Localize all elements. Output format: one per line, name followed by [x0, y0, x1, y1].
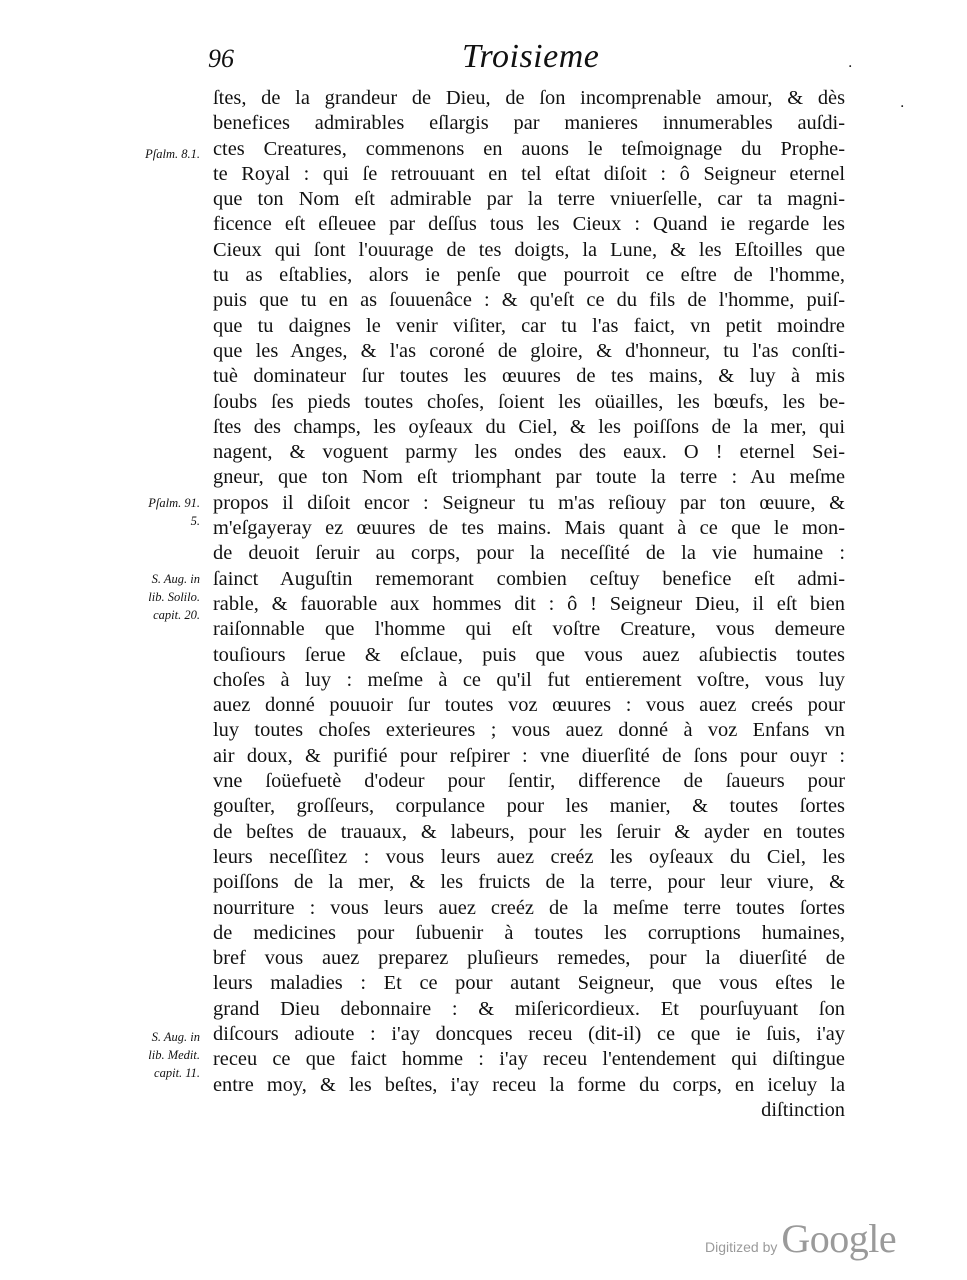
margin-note-line: S. Aug. in: [151, 572, 200, 586]
text-line: nourriture : vous leurs auez creéz de la meſme terre toutes ſortes: [213, 896, 845, 919]
text-line: ficence eſt eſleuee par deſſus tous les Cieux : Quand ie regarde les: [213, 213, 845, 236]
margin-note-line: lib. Solilo.: [148, 590, 200, 604]
text-line: leurs maladies : Et ce pour autant Seigneur, que vous eſtes le: [213, 972, 845, 995]
margin-note: [100, 145, 200, 163]
text-line: leurs neceſſitez : vous leurs auez creéz les oyſeaux du Ciel, les: [213, 845, 845, 868]
text-line: choſes à luy : meſme à ce qu'il fut entierement voſtre, vous luy: [213, 668, 845, 691]
margin-note: [100, 1028, 200, 1082]
text-line: air doux, & purifié pour reſpirer : vne diuerſité de ſons pour ouyr :: [213, 744, 845, 767]
text-line: entre moy, & les beſtes, i'ay receu la forme du corps, en iceluy la: [213, 1073, 845, 1096]
page-number: 96: [208, 44, 234, 73]
text-line: benefices admirables eſlargis par manieres innumerables auſdi-: [213, 112, 845, 135]
text-line: luy toutes choſes exterieures ; vous auez donné à voz Enfans vn: [213, 719, 845, 742]
text-line: bref vous auez preparez pluſieurs remedes, pour la diuerſité de: [213, 947, 845, 970]
margin-note-line: Pſalm. 8.1.: [145, 147, 200, 161]
text-line: ſtes, de la grandeur de Dieu, de ſon incomprenable amour, & dès: [213, 87, 845, 109]
text-line: te Royal : qui ſe retrouuant en tel eſtat diſoit : ô Seigneur eternel: [213, 162, 845, 185]
margin-note-line: S. Aug. in: [151, 1030, 200, 1044]
text-line: nagent, & voguent parmy les ondes des eaux. O ! eternel Sei-: [213, 441, 845, 464]
ink-speck: ·: [848, 59, 853, 75]
text-line: touſiours ſerue & eſclaue, puis que vous auez aſubiectis toutes: [213, 643, 845, 666]
digitized-watermark: [705, 1215, 896, 1262]
text-line: propos il diſoit encor : Seigneur tu m'as reſiouy par ton œuure, &: [213, 491, 845, 514]
text-line: tu as eſtablies, alors ie penſe que pourroit ce eſtre de l'homme,: [213, 264, 845, 287]
text-line: que les Anges, & l'as coroné de gloire, & d'honneur, tu l'as conſti-: [213, 339, 845, 362]
catchword: diſtinction: [761, 1098, 845, 1121]
margin-note-line: Pſalm. 91.: [148, 496, 200, 510]
text-line: gneur, que ton Nom eſt triomphant par toute la terre : Au meſme: [213, 466, 845, 489]
margin-note-line: capit. 11.: [154, 1066, 200, 1080]
text-line: de medicines pour ſubuenir à toutes les corruptions humaines,: [213, 921, 845, 944]
ink-speck: ·: [900, 99, 905, 115]
text-line: rable, & fauorable aux hommes dit : ô ! Seigneur Dieu, il eſt bien: [213, 592, 845, 615]
text-line: gouſter, groſſeurs, corpulance pour les manier, & toutes ſortes: [213, 795, 845, 818]
text-line: ſtes des champs, les oyſeaux du Ciel, & les poiſſons de la mer, qui: [213, 415, 845, 438]
text-line: grand Dieu debonnaire : & miſericordieux. Et pourſuyuant ſon: [213, 997, 845, 1020]
margin-note-line: 5.: [190, 514, 200, 528]
margin-note: [100, 570, 200, 624]
text-line: ſoubs ſes pieds toutes choſes, ſoient les oüailles, les bœufs, les be-: [213, 390, 845, 413]
watermark-prefix: Digitized by: [705, 1239, 778, 1255]
text-line: que tu daignes le venir viſiter, car tu l'as faict, vn petit moindre: [213, 314, 845, 337]
text-line: de deuoit ſeruir au corps, pour la neceſſité de la vie humaine :: [213, 542, 845, 565]
margin-note-line: lib. Medit.: [148, 1048, 200, 1062]
body-text: [213, 86, 845, 1123]
text-line: poiſſons de la mer, & les fruicts de la terre, pour leur viure, &: [213, 871, 845, 894]
running-head: Troisieme: [462, 38, 600, 75]
text-line: que ton Nom eſt admirable par la terre vniuerſelle, car ta magni-: [213, 188, 845, 211]
margin-note: [100, 494, 200, 530]
text-line: vne ſoüefuetè d'odeur pour ſentir, difference de ſaueurs pour: [213, 770, 845, 793]
margin-note-line: capit. 20.: [153, 608, 200, 622]
text-line: ſainct Auguſtin rememorant combien ceſtuy benefice eſt admi-: [213, 567, 845, 590]
text-line: receu ce que faict homme : i'ay receu l'entendement qui diſtingue: [213, 1048, 845, 1071]
text-line: puis que tu en as ſouuenâce : & qu'eſt ce du fils de l'homme, puiſ-: [213, 289, 845, 312]
text-line: tuè dominateur ſur toutes les œuures de tes mains, & luy à mis: [213, 365, 845, 388]
google-logo: Google: [781, 1216, 897, 1261]
text-line: raiſonnable que l'homme qui eſt voſtre Creature, vous demeure: [213, 618, 845, 641]
text-line: diſcours adioute : i'ay doncques receu (dit-il) ce que ie ſuis, i'ay: [213, 1022, 845, 1045]
text-line: de beſtes de trauaux, & labeurs, pour les ſeruir & ayder en toutes: [213, 820, 845, 843]
text-line: auez donné pouuoir ſur toutes voz œuures : vous auez creés pour: [213, 694, 845, 717]
text-line: m'eſgayeray ez œuures de tes mains. Mais quant à ce que le mon-: [213, 517, 845, 540]
text-line: ctes Creatures, commenons en auons le teſmoignage du Prophe-: [213, 137, 845, 160]
text-line: Cieux qui ſont l'ouurage de tes doigts, la Lune, & les Eſtoilles que: [213, 238, 845, 261]
